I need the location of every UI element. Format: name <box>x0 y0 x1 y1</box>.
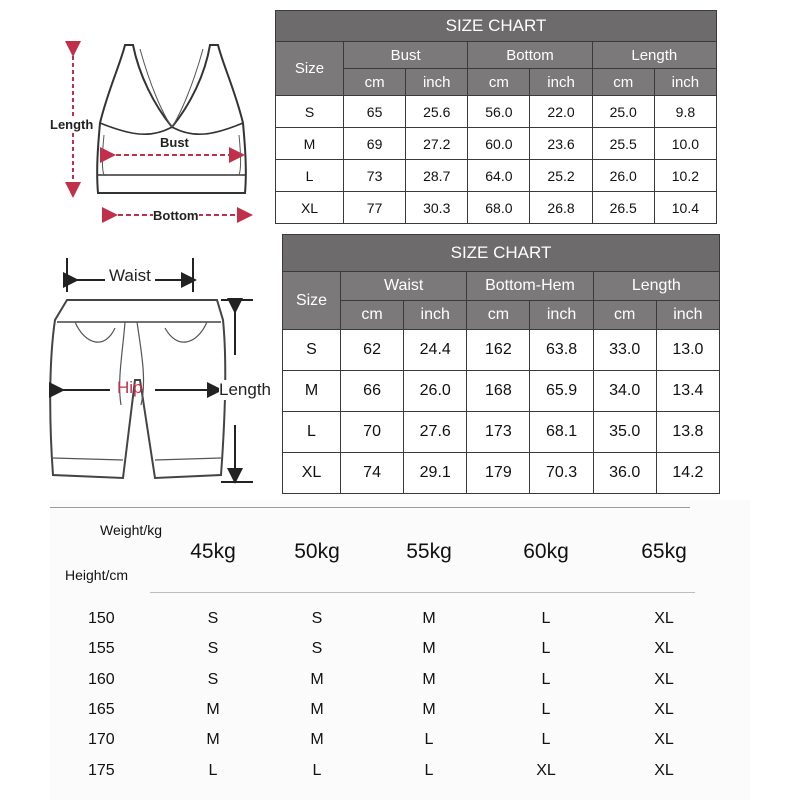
top-chart-size-cell: L <box>276 160 344 192</box>
bottom-chart-title: SIZE CHART <box>283 235 720 272</box>
top-chart-value-cell: 26.5 <box>592 192 654 224</box>
recommended-size-cell: L <box>541 610 551 627</box>
bottom-chart-value-cell: 66 <box>341 371 404 412</box>
recommended-size-cell: L <box>541 700 551 718</box>
recommended-size-cell: M <box>422 700 436 718</box>
bra-illustration <box>40 35 270 230</box>
top-chart-value-cell: 60.0 <box>468 128 530 160</box>
recommended-size-cell: M <box>310 670 324 688</box>
top-chart-body <box>276 96 717 224</box>
top-chart-unit-header: inch <box>406 69 468 96</box>
bottom-chart-value-cell: 14.2 <box>656 453 719 494</box>
bottom-chart-unit-header: inch <box>656 301 719 330</box>
shorts-length-label: Length <box>219 380 271 399</box>
top-chart-unit-header: cm <box>468 69 530 96</box>
top-chart-row <box>276 192 717 224</box>
bottom-chart-unit-header: inch <box>404 301 467 330</box>
top-chart-value-cell: 25.6 <box>406 96 468 128</box>
top-chart-value-cell: 69 <box>344 128 406 160</box>
recommended-size-cell: XL <box>654 761 674 779</box>
bottom-chart-group-header: Waist <box>341 272 467 301</box>
bottom-chart-size-header: Size <box>283 272 341 330</box>
shorts-diagram <box>45 250 280 490</box>
bottom-chart-value-cell: 33.0 <box>593 330 656 371</box>
height-row-label: 150 <box>88 610 115 627</box>
bottom-chart-body <box>283 330 720 494</box>
bottom-chart-value-cell: 24.4 <box>404 330 467 371</box>
recommended-size-cell: XL <box>654 670 674 688</box>
top-chart-unit-header: cm <box>344 69 406 96</box>
top-chart-value-cell: 65 <box>344 96 406 128</box>
bottom-chart-group-header: Length <box>593 272 719 301</box>
bottom-chart-size-cell: XL <box>283 453 341 494</box>
top-chart-value-cell: 25.5 <box>592 128 654 160</box>
bottom-chart-row <box>283 330 720 371</box>
recommended-size-cell: M <box>422 610 436 627</box>
recommended-size-cell: M <box>422 670 436 688</box>
bottom-chart-value-cell: 70 <box>341 412 404 453</box>
recommended-size-cell: L <box>541 670 551 688</box>
bottom-chart-value-cell: 68.1 <box>530 412 593 453</box>
top-chart-value-cell: 30.3 <box>406 192 468 224</box>
top-chart-row <box>276 96 717 128</box>
top-chart-group-header: Bottom <box>468 42 592 69</box>
bottom-chart-row <box>283 412 720 453</box>
height-row-label: 155 <box>88 640 115 658</box>
bra-diagram <box>40 35 270 230</box>
recommended-size-cell: XL <box>654 610 674 627</box>
recommended-size-cell: M <box>206 731 220 749</box>
bottom-chart-unit-header: cm <box>467 301 530 330</box>
top-chart-value-cell: 25.2 <box>530 160 592 192</box>
weight-column-header: 55kg <box>406 540 452 563</box>
bottom-chart-value-cell: 34.0 <box>593 371 656 412</box>
top-chart-value-cell: 27.2 <box>406 128 468 160</box>
bra-bottom-label: Bottom <box>153 208 199 223</box>
bottom-chart-unit-header: inch <box>530 301 593 330</box>
top-chart-group-header: Bust <box>344 42 468 69</box>
top-chart-value-cell: 10.2 <box>654 160 716 192</box>
top-chart-group-header: Length <box>592 42 716 69</box>
top-chart-value-cell: 77 <box>344 192 406 224</box>
top-chart-value-cell: 73 <box>344 160 406 192</box>
bottom-chart-size-cell: S <box>283 330 341 371</box>
bottom-chart-group-header: Bottom-Hem <box>467 272 593 301</box>
recommended-size-cell: L <box>424 761 434 779</box>
top-chart-row <box>276 160 717 192</box>
recommended-size-cell: S <box>311 640 323 658</box>
top-chart-value-cell: 28.7 <box>406 160 468 192</box>
recommended-size-cell: S <box>207 640 219 658</box>
bottom-chart-size-cell: M <box>283 371 341 412</box>
top-chart-unit-header: inch <box>654 69 716 96</box>
weight-column-header: 45kg <box>190 540 236 563</box>
recommended-size-cell: L <box>424 731 434 749</box>
weight-column-header: 60kg <box>523 540 569 563</box>
bottom-chart-size-cell: L <box>283 412 341 453</box>
shorts-illustration <box>45 250 280 490</box>
top-chart-value-cell: 23.6 <box>530 128 592 160</box>
bottom-chart-value-cell: 70.3 <box>530 453 593 494</box>
top-chart-value-cell: 68.0 <box>468 192 530 224</box>
recommended-size-cell: L <box>541 731 551 749</box>
bottom-chart-value-cell: 26.0 <box>404 371 467 412</box>
bottom-chart-value-cell: 179 <box>467 453 530 494</box>
bottom-chart-value-cell: 63.8 <box>530 330 593 371</box>
top-chart-value-cell: 56.0 <box>468 96 530 128</box>
bra-length-label: Length <box>50 117 94 132</box>
top-chart-value-cell: 10.0 <box>654 128 716 160</box>
shorts-waist-label: Waist <box>109 266 151 285</box>
bottom-chart-value-cell: 168 <box>467 371 530 412</box>
top-chart-size-cell: M <box>276 128 344 160</box>
top-chart-value-cell: 26.0 <box>592 160 654 192</box>
bottom-chart-value-cell: 62 <box>341 330 404 371</box>
height-row-label: 160 <box>88 670 115 688</box>
recommended-size-cell: M <box>206 700 220 718</box>
recommended-size-cell: XL <box>654 640 674 658</box>
recommended-size-cell: L <box>208 761 218 779</box>
recommended-size-cell: L <box>541 640 551 658</box>
weight-axis-label: Weight/kg <box>100 522 162 538</box>
top-chart-unit-header: cm <box>592 69 654 96</box>
bottom-chart-value-cell: 173 <box>467 412 530 453</box>
top-divider <box>50 507 690 508</box>
recommended-size-cell: M <box>310 700 324 718</box>
bottom-size-chart <box>282 234 720 494</box>
header-divider <box>150 592 695 593</box>
top-chart-unit-header: inch <box>530 69 592 96</box>
bottom-chart-value-cell: 162 <box>467 330 530 371</box>
recommended-size-cell: S <box>207 610 219 627</box>
top-chart-title: SIZE CHART <box>276 11 717 42</box>
top-chart-value-cell: 22.0 <box>530 96 592 128</box>
recommended-size-cell: XL <box>654 731 674 749</box>
weight-column-header: 50kg <box>294 540 340 563</box>
bottom-chart-value-cell: 36.0 <box>593 453 656 494</box>
top-chart-size-header: Size <box>276 42 344 96</box>
bottom-chart-unit-header: cm <box>593 301 656 330</box>
top-chart-row <box>276 128 717 160</box>
bra-bust-label: Bust <box>160 135 189 150</box>
bottom-chart-value-cell: 13.0 <box>656 330 719 371</box>
recommended-size-cell: XL <box>654 700 674 718</box>
shorts-hip-label: Hip <box>117 378 143 397</box>
top-chart-value-cell: 10.4 <box>654 192 716 224</box>
bottom-chart-value-cell: 74 <box>341 453 404 494</box>
recommended-size-cell: S <box>311 610 323 627</box>
top-chart-value-cell: 64.0 <box>468 160 530 192</box>
bottom-chart-row <box>283 453 720 494</box>
bottom-chart-value-cell: 35.0 <box>593 412 656 453</box>
recommended-size-cell: M <box>310 731 324 749</box>
bottom-chart-row <box>283 371 720 412</box>
size-recommendation-grid <box>50 500 750 800</box>
top-chart-value-cell: 25.0 <box>592 96 654 128</box>
recommended-size-cell: L <box>312 761 322 779</box>
recommended-size-cell: M <box>422 640 436 658</box>
height-row-label: 165 <box>88 700 115 718</box>
recommended-size-cell: S <box>207 670 219 688</box>
bottom-chart-unit-header: cm <box>341 301 404 330</box>
recommended-size-cell: XL <box>536 761 556 779</box>
bottom-chart-value-cell: 27.6 <box>404 412 467 453</box>
bottom-chart-value-cell: 29.1 <box>404 453 467 494</box>
top-chart-value-cell: 9.8 <box>654 96 716 128</box>
top-chart-size-cell: XL <box>276 192 344 224</box>
bottom-chart-value-cell: 13.8 <box>656 412 719 453</box>
bottom-chart-value-cell: 65.9 <box>530 371 593 412</box>
height-row-label: 170 <box>88 731 115 749</box>
bottom-chart-value-cell: 13.4 <box>656 371 719 412</box>
top-chart-size-cell: S <box>276 96 344 128</box>
height-axis-label: Height/cm <box>65 567 129 583</box>
top-size-chart <box>275 10 717 224</box>
top-chart-value-cell: 26.8 <box>530 192 592 224</box>
height-row-label: 175 <box>88 761 115 779</box>
weight-column-header: 65kg <box>641 540 687 563</box>
